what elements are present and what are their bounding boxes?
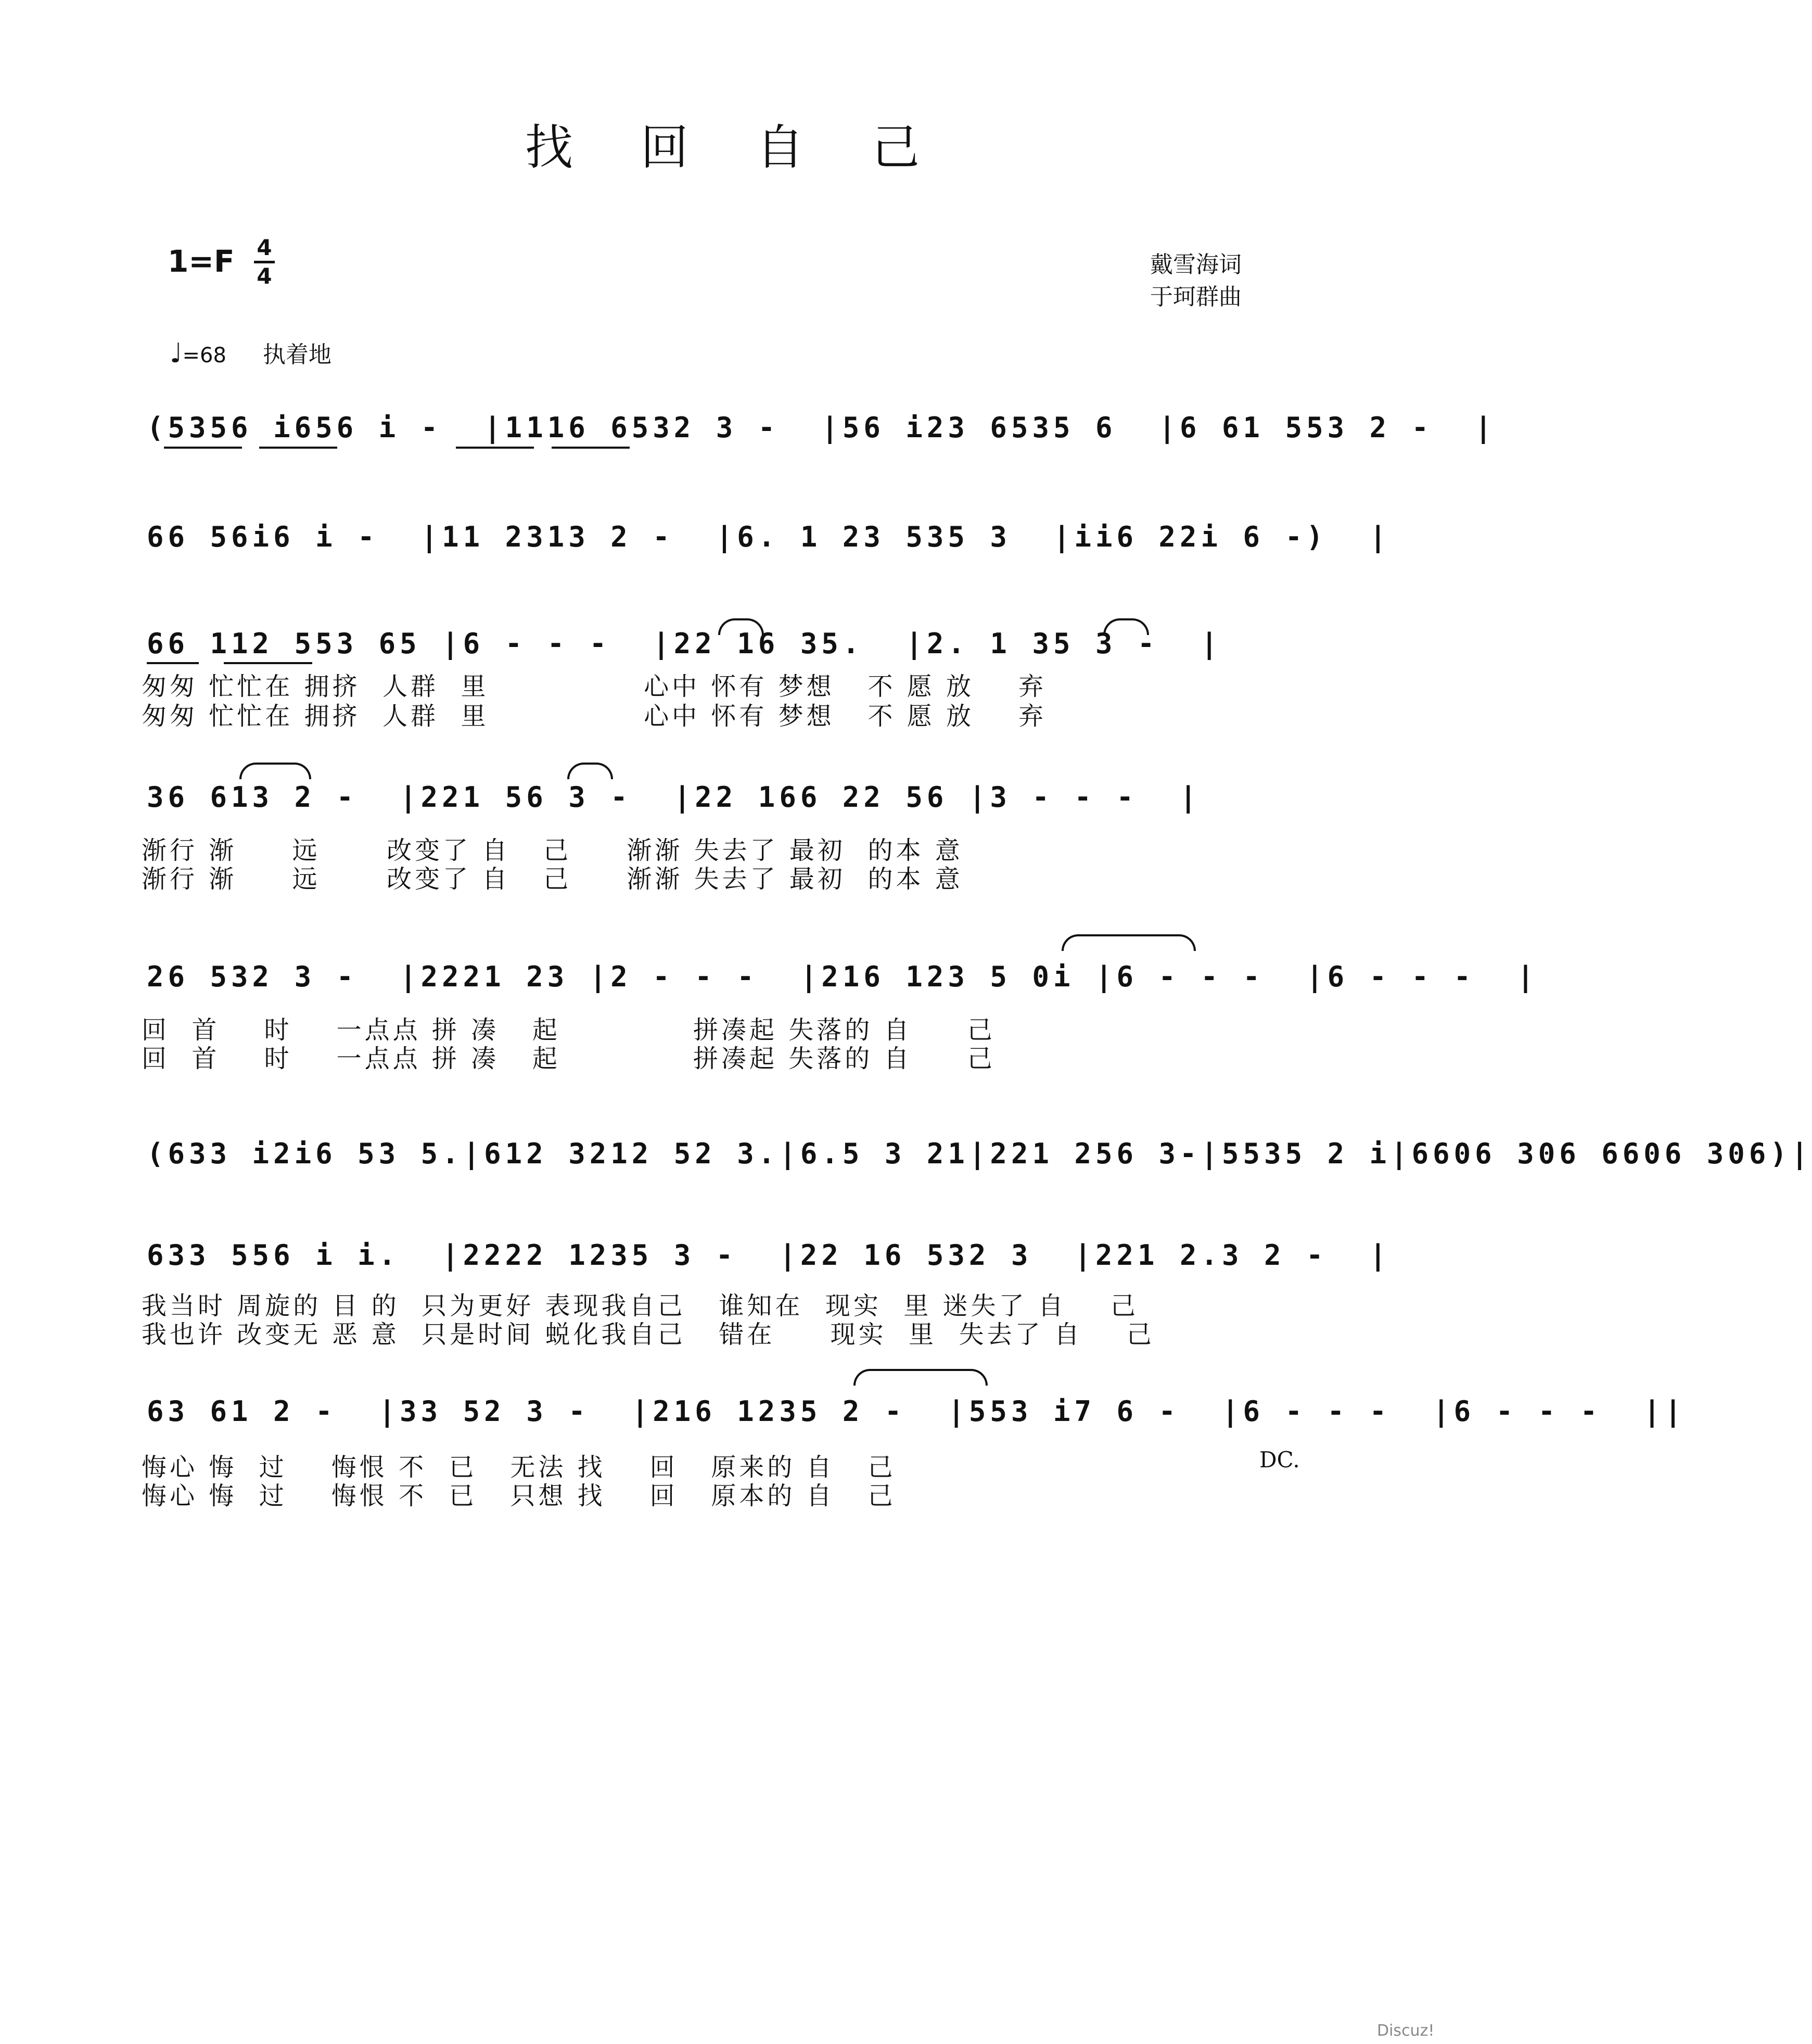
lyrics-line-8-verse-1: 悔心 悔 过 悔恨 不 已 无法 找 回 原来的 自 己 [142,1453,896,1482]
lyrics-line-5-verse-2: 回 首 时 一点点 拼 凑 起 拼凑起 失落的 自 己 [142,1044,996,1073]
time-signature [254,237,275,287]
key-signature: 1=F [168,244,235,279]
tie-arc [853,1369,988,1386]
notation-line-1: (5356 i656 i - |1116 6532 3 - |56 i23 6535 6 |6 61 553 2 - | [147,411,1496,444]
beam-underline [164,447,242,449]
composer: 于珂群曲 [1150,284,1242,310]
song-title: 找回自己 [525,120,987,175]
quarter-note-icon: ♩ [170,338,183,369]
lyrics-line-4-verse-1: 渐行 渐 远 改变了 自 己 渐渐 失去了 最初 的本 意 [142,836,963,865]
time-signature-bottom: 4 [257,263,272,289]
lyrics-line-5-verse-1: 回 首 时 一点点 拼 凑 起 拼凑起 失落的 自 己 [142,1015,996,1045]
notation-line-2: 66 56i6 i - |11 2313 2 - |6. 1 23 535 3 |ii6 22i 6 -) | [147,520,1391,553]
beam-underline [259,447,337,449]
da-capo-marking: DC. [1259,1447,1300,1472]
beam-underline [552,447,630,449]
tie-arc [1103,618,1149,635]
tie-arc [567,763,613,779]
lyrics-line-3-verse-1: 匆匆 忙忙在 拥挤 人群 里 心中 怀有 梦想 不 愿 放 弃 [142,672,1047,701]
beam-underline [147,662,199,664]
beam-underline [224,662,312,664]
notation-line-8: 63 61 2 - |33 52 3 - |216 1235 2 - |553 i7 6 - |6 - - - |6 - - - || [147,1395,1686,1428]
lyrics-line-7-verse-1: 我当时 周旋的 目 的 只为更好 表现我自己 谁知在 现实 里 迷失了 自 己 [142,1291,1139,1321]
lyrics-line-7-verse-2: 我也许 改变无 恶 意 只是时间 蜕化我自己 错在 现实 里 失去了 自 己 [142,1320,1155,1349]
notation-line-4: 36 613 2 - |221 56 3 - |22 166 22 56 |3 - - - | [147,781,1201,814]
notation-line-3: 66 112 553 65 |6 - - - |22 16 35. |2. 1 35 3 - | [147,627,1222,660]
tie-arc [239,763,311,779]
lyrics-line-3-verse-2: 匆匆 忙忙在 拥挤 人群 里 心中 怀有 梦想 不 愿 放 弃 [142,702,1047,731]
lyricist: 戴雪海词 [1150,251,1242,278]
lyrics-line-8-verse-2: 悔心 悔 过 悔恨 不 已 只想 找 回 原本的 自 己 [142,1481,896,1510]
tie-arc [718,618,764,635]
lyrics-line-4-verse-2: 渐行 渐 远 改变了 自 己 渐渐 失去了 最初 的本 意 [142,865,963,894]
beam-underline [456,447,534,449]
notation-line-6: (633 i2i6 53 5.|612 3212 52 3.|6.5 3 21|221 256 3-|5535 2 i|6606 306 6606 306)| [147,1137,1812,1170]
notation-line-5: 26 532 3 - |2221 23 |2 - - - |216 123 5 0i |6 - - - |6 - - - | [147,960,1538,993]
credits [1150,249,1242,313]
time-signature-top: 4 [257,235,272,260]
notation-line-7: 633 556 i i. |2222 1235 3 - |22 16 532 3 |221 2.3 2 - | [147,1239,1391,1272]
tempo-expression: 执着地 [262,341,331,368]
tempo-value: =68 [182,344,226,367]
tempo-marking [170,336,331,369]
tie-arc [1062,934,1196,951]
watermark-text: Discuz! [1377,2022,1435,2040]
